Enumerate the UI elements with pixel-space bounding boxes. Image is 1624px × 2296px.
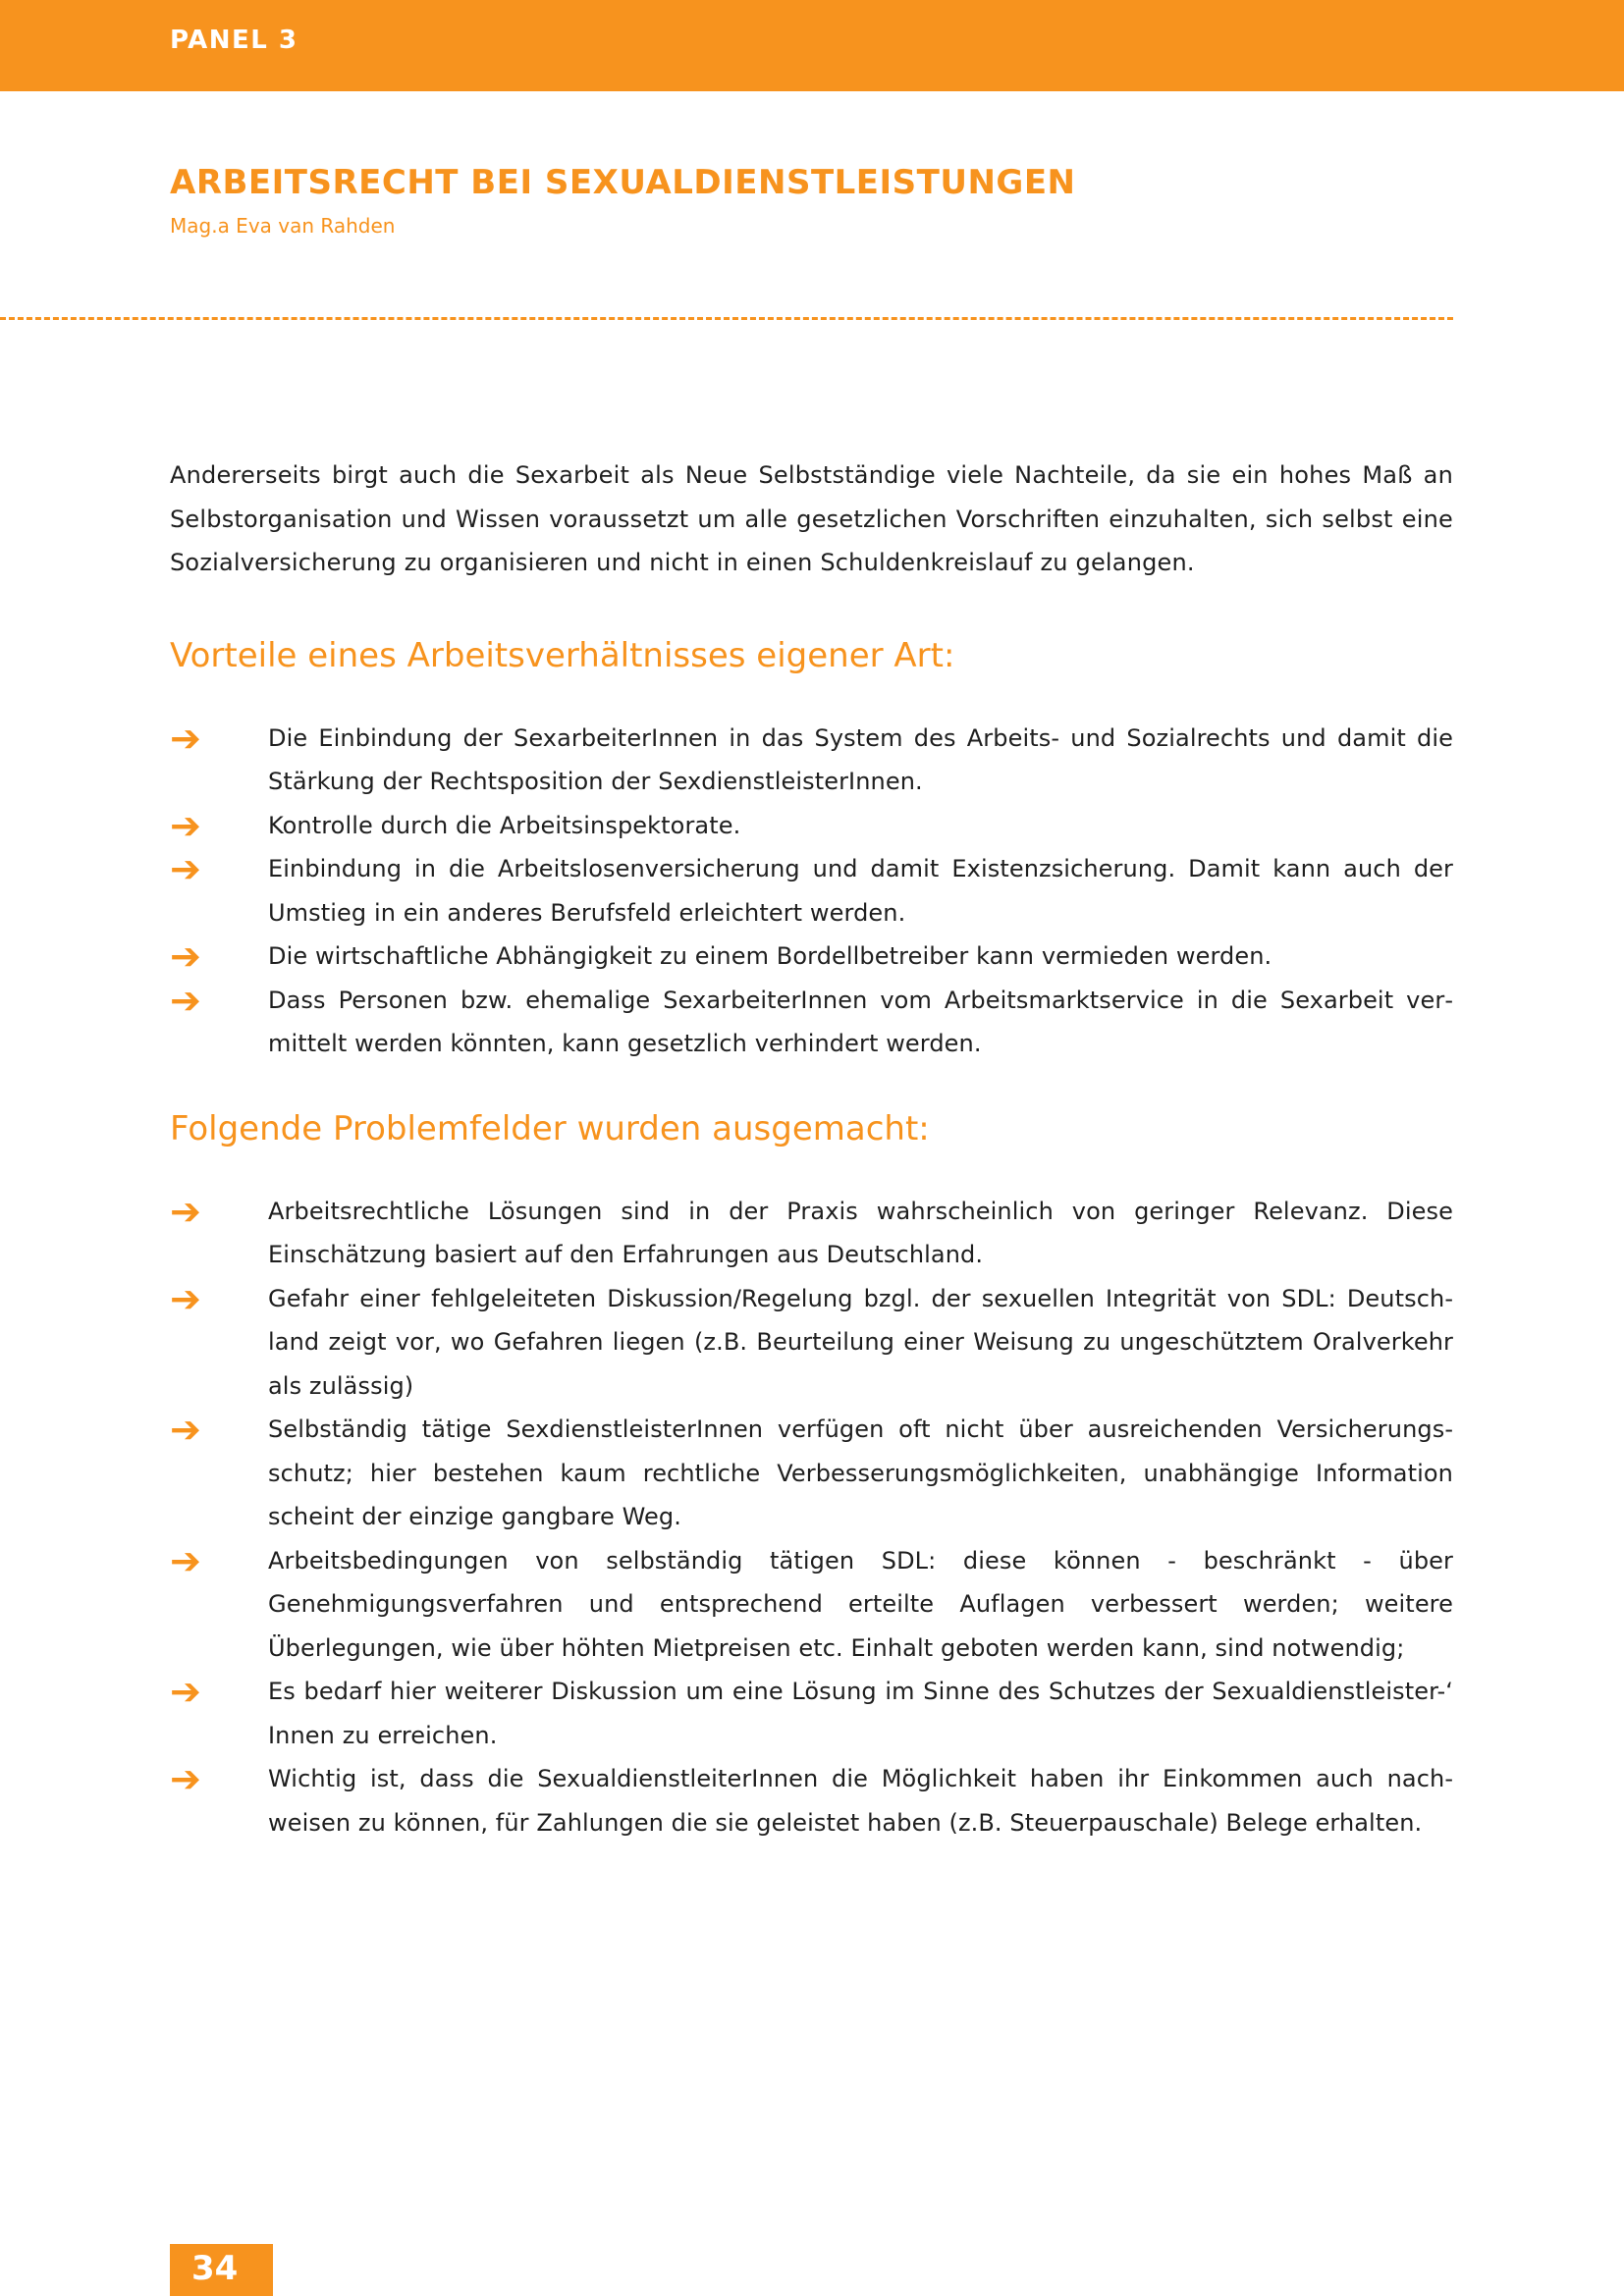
page-number: 34 (191, 2249, 239, 2288)
list-item-text: Dass Personen bzw. ehemalige SexarbeiterInnen vom Arbeitsmarktservice in die Sexarbeit vermittelt werden könnten, kann gesetzlich verhindert werden. (268, 986, 1453, 1057)
intro-paragraph: Andererseits birgt auch die Sexarbeit als Neue Selbstständige viele Nachteile, da sie ein hohes Maß an Selbstorganisation und Wissen voraussetzt um alle gesetzlichen Vorschriften einzuhalten, sich selbst eine Sozialversicherung zu organisieren und nicht in einen Schuldenkreislauf zu gelangen. (170, 461, 1453, 576)
arrow-right-icon: ➔ (170, 803, 201, 847)
list-item (170, 1408, 1453, 1539)
list-item (170, 1539, 1453, 1671)
arrow-right-icon: ➔ (170, 1538, 201, 1582)
list-item-text: Die Einbindung der SexarbeiterInnen in das System des Arbeits- und Sozialrechts und damit die Stärkung der Rechtsposition der SexdienstleisterInnen. (268, 723, 1453, 795)
list-item-text: Kontrolle durch die Arbeitsinspektorate. (268, 811, 741, 839)
list-item-text: Arbeitsbedingungen von selbständig tätigen SDL: diese können - beschränkt - über Genehmigungsverfahren und entsprechend erteilte Auflagen verbessert werden; weitere Überlegungen, wie über höhten Mietpreisen etc. Einhalt geboten werden kann, sind notwendig; (268, 1546, 1453, 1662)
panel-label: PANEL 3 (170, 26, 298, 55)
list-item (170, 1757, 1453, 1844)
arrow-right-icon: ➔ (170, 1408, 201, 1451)
list-item (170, 1277, 1453, 1409)
section-heading-probleme: Folgende Problemfelder wurden ausgemacht: (170, 1108, 930, 1148)
list-item-text: Arbeitsrechtliche Lösungen sind in der Praxis wahrscheinlich von geringer Relevanz. Diese Einschätzung basiert auf den Erfahrungen aus Deutschland. (268, 1197, 1453, 1268)
list-item (170, 1670, 1453, 1757)
author-name: Mag.a Eva van Rahden (170, 214, 396, 238)
list-item (170, 717, 1453, 804)
main-content (170, 454, 1453, 1844)
arrow-right-icon: ➔ (170, 716, 201, 760)
list-item-text: Gefahr einer fehlgeleiteten Diskussion/Regelung bzgl. der sexuellen Integrität von SDL: Deutschland zeigt vor, wo Gefahren liegen (z.B. Beurteilung einer Weisung zu ungeschütztem Oralverkehr als zulässig) (268, 1284, 1453, 1400)
arrow-right-icon: ➔ (170, 1189, 201, 1233)
arrow-right-icon: ➔ (170, 1670, 201, 1713)
list-item-text: Selbständig tätige SexdienstleisterInnen verfügen oft nicht über ausreichenden Versicherungsschutz; hier bestehen kaum rechtliche Verbesserungsmöglichkeiten, unabhängige Information scheint der einzige gangbare Weg. (268, 1415, 1453, 1530)
bullet-list-vorteile (170, 717, 1453, 1066)
list-item (170, 934, 1453, 979)
list-item-text: Wichtig ist, dass die SexualdienstleiterInnen die Möglichkeit haben ihr Einkommen auch nachweisen zu können, für Zahlungen die sie geleistet haben (z.B. Steuerpauschale) Belege erhalten. (268, 1765, 1453, 1837)
arrow-right-icon: ➔ (170, 847, 201, 890)
list-item-text: Es bedarf hier weiterer Diskussion um eine Lösung im Sinne des Schutzes der Sexualdienstleister-‘ Innen zu erreichen. (268, 1678, 1453, 1749)
list-item-text: Die wirtschaftliche Abhängigkeit zu einem Bordellbetreiber kann vermieden werden. (268, 942, 1272, 970)
list-item (170, 804, 1453, 848)
document-title: ARBEITSRECHT BEI SEXUALDIENSTLEISTUNGEN (170, 163, 1076, 202)
list-item-text: Einbindung in die Arbeitslosenversicherung und damit Existenzsicherung. Damit kann auch der Umstieg in ein anderes Berufsfeld erleichtert werden. (268, 855, 1453, 927)
list-item (170, 1190, 1453, 1277)
bullet-list-probleme (170, 1190, 1453, 1845)
section-heading-vorteile: Vorteile eines Arbeitsverhältnisses eigener Art: (170, 635, 955, 675)
arrow-right-icon: ➔ (170, 1757, 201, 1800)
list-item (170, 847, 1453, 934)
arrow-right-icon: ➔ (170, 934, 201, 978)
dashed-divider (0, 317, 1453, 320)
arrow-right-icon: ➔ (170, 1276, 201, 1320)
arrow-right-icon: ➔ (170, 978, 201, 1022)
list-item (170, 979, 1453, 1066)
